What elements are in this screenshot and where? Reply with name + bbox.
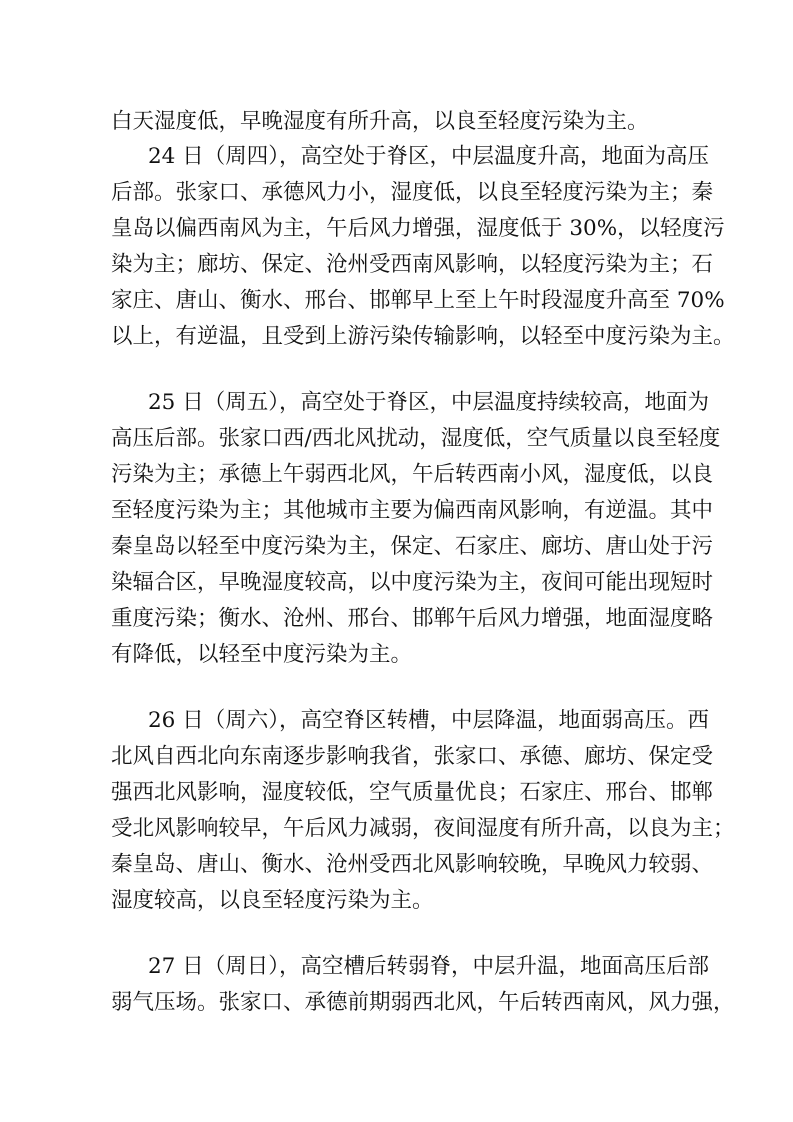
text-line-20: 秦皇岛、唐山、衡水、沧州受西北风影响较晚，早晚风力较弱、 bbox=[111, 852, 714, 877]
text-line-11: 至轻度污染为主；其他城市主要为偏西南风影响，有逆温。其中 bbox=[111, 498, 714, 523]
text-line-4: 皇岛以偏西南风为主，午后风力增强，湿度低于 30%，以轻度污 bbox=[111, 216, 725, 241]
text-line-15: 有降低，以轻至中度污染为主。 bbox=[111, 642, 413, 667]
text-line-19: 受北风影响较早，午后风力减弱，夜间湿度有所升高，以良为主； bbox=[111, 816, 735, 841]
text-line-8: 25 日（周五），高空处于脊区，中层温度持续较高，地面为 bbox=[148, 390, 709, 415]
text-line-21: 湿度较高，以良至轻度污染为主。 bbox=[111, 888, 434, 913]
text-line-18: 强西北风影响，湿度较低，空气质量优良；石家庄、邢台、邯郸 bbox=[111, 780, 714, 805]
text-line-10: 污染为主；承德上午弱西北风，午后转西南小风，湿度低，以良 bbox=[111, 462, 714, 487]
text-line-2: 24 日（周四），高空处于脊区，中层温度升高，地面为高压 bbox=[148, 144, 709, 169]
text-line-14: 重度污染；衡水、沧州、邢台、邯郸午后风力增强，地面湿度略 bbox=[111, 606, 714, 631]
text-line-22: 27 日（周日），高空槽后转弱脊，中层升温，地面高压后部 bbox=[148, 954, 709, 979]
text-line-16: 26 日（周六），高空脊区转槽，中层降温，地面弱高压。西 bbox=[148, 708, 709, 733]
text-line-7: 以上，有逆温，且受到上游污染传输影响，以轻至中度污染为主。 bbox=[111, 324, 735, 349]
text-line-5: 染为主；廊坊、保定、沧州受西南风影响，以轻度污染为主；石 bbox=[111, 252, 714, 277]
text-line-12: 秦皇岛以轻至中度污染为主，保定、石家庄、廊坊、唐山处于污 bbox=[111, 534, 714, 559]
text-line-23: 弱气压场。张家口、承德前期弱西北风，午后转西南风，风力强， bbox=[111, 990, 735, 1015]
text-line-3: 后部。张家口、承德风力小，湿度低，以良至轻度污染为主；秦 bbox=[111, 180, 714, 205]
text-line-1: 白天湿度低，早晚湿度有所升高，以良至轻度污染为主。 bbox=[111, 109, 649, 134]
text-line-17: 北风自西北向东南逐步影响我省，张家口、承德、廊坊、保定受 bbox=[111, 744, 714, 769]
text-line-6: 家庄、唐山、衡水、邢台、邯郸早上至上午时段湿度升高至 70% bbox=[111, 288, 725, 313]
text-line-9: 高压后部。张家口西/西北风扰动，湿度低，空气质量以良至轻度 bbox=[111, 426, 721, 451]
text-line-13: 染辐合区，早晚湿度较高，以中度污染为主，夜间可能出现短时 bbox=[111, 570, 714, 595]
